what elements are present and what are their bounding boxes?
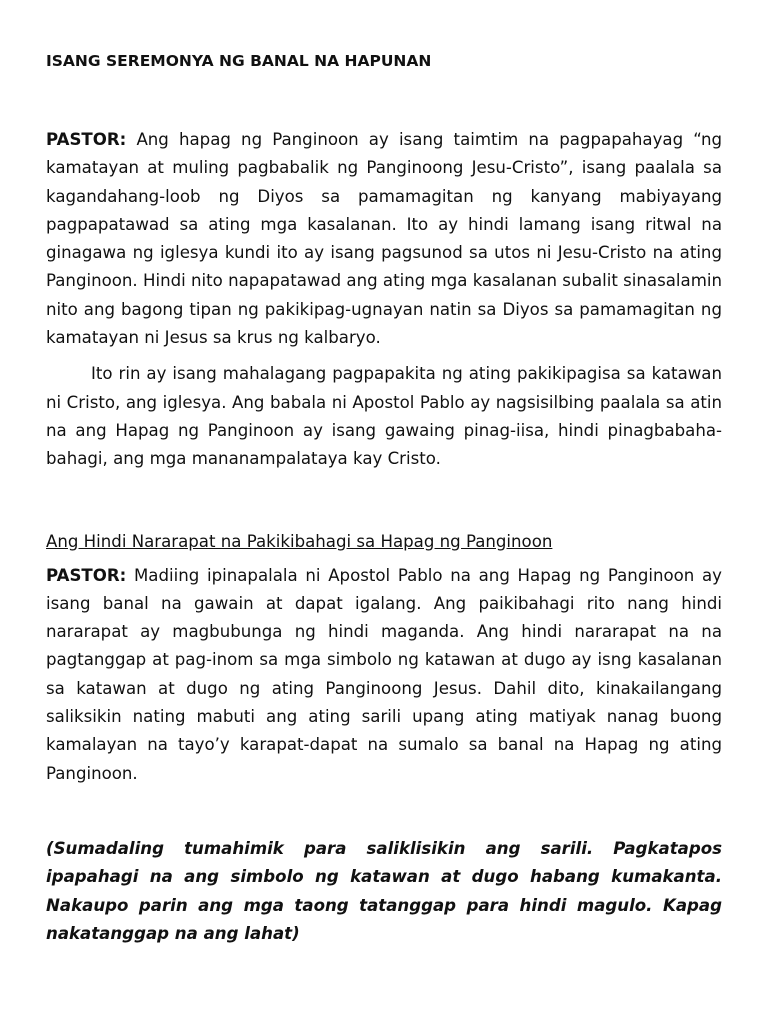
document-title: ISANG SEREMONYA NG BANAL NA HAPUNAN	[46, 52, 432, 70]
document-page	[46, 50, 722, 966]
paragraph-3-text: Madiing ipinapalala ni Apostol Pablo na ang Hapag ng Panginoon ay isang banal na gawain at dapat igalang. Ang paikibahagi rito nang hindi nararapat ay magbubunga ng hindi maganda. Ang hindi nararapat na na pagtanggap at pag-inom sa mga simbolo ng katawan at dugo ay isng kasalanan sa katawan at dugo ng ating Panginoong Jesus. Dahil dito, kinakailangang saliksikin nating mabuti ang ating sarili upang ating matiyak nanag buong kamalayan na tayo’y karapat-dapat na sumalo sa banal na Hapag ng ating Panginoon.	[46, 565, 722, 783]
section-heading: Ang Hindi Nararapat na Pakikibahagi sa Hapag ng Panginoon	[46, 531, 553, 551]
paragraph-1-text: Ang hapag ng Panginoon ay isang taimtim na pagpapahayag “ng kamatayan at muling pagbabalik ng Panginoong Jesu-Cristo”, isang paalala sa kagandahang-loob ng Diyos sa pamamagitan ng kanyang mabiyayang pagpapatawad sa ating mga kasalanan. Ito ay hindi lamang isang ritwal na ginagawa ng iglesya kundi ito ay isang pagsunod sa utos ni Jesu-Cristo na ating Panginoon. Hindi nito napapatawad ang ating mga kasalanan subalit sinasalamin nito ang bagong tipan ng pakikipag-ugnayan natin sa Diyos sa pamamagitan ng kamatayan ni Jesus sa krus ng kalbaryo.	[46, 130, 722, 348]
paragraph-3	[46, 562, 722, 788]
speaker-label: PASTOR:	[46, 565, 127, 585]
paragraph-2: Ito rin ay isang mahalagang pagpapakita ng ating pakikipagisa sa katawan ni Cristo, ang iglesya. Ang babala ni Apostol Pablo ay nagsisilbing paalala sa atin na ang Hapag ng Panginoon ay isang gawaing pinag-iisa, hindi pinagbabaha-bahagi, ang mga mananampalataya kay Cristo.	[46, 364, 722, 469]
paragraph-1	[46, 126, 722, 352]
stage-direction: (Sumadaling tumahimik para saliklisikin ang sarili. Pagkatapos ipapahagi na ang simbolo ng katawan at dugo habang kumakanta. Nakaupo parin ang mga taong tatanggap para hindi magulo. Kapag nakatanggap na ang lahat)	[46, 838, 722, 944]
speaker-label: PASTOR:	[46, 130, 127, 149]
